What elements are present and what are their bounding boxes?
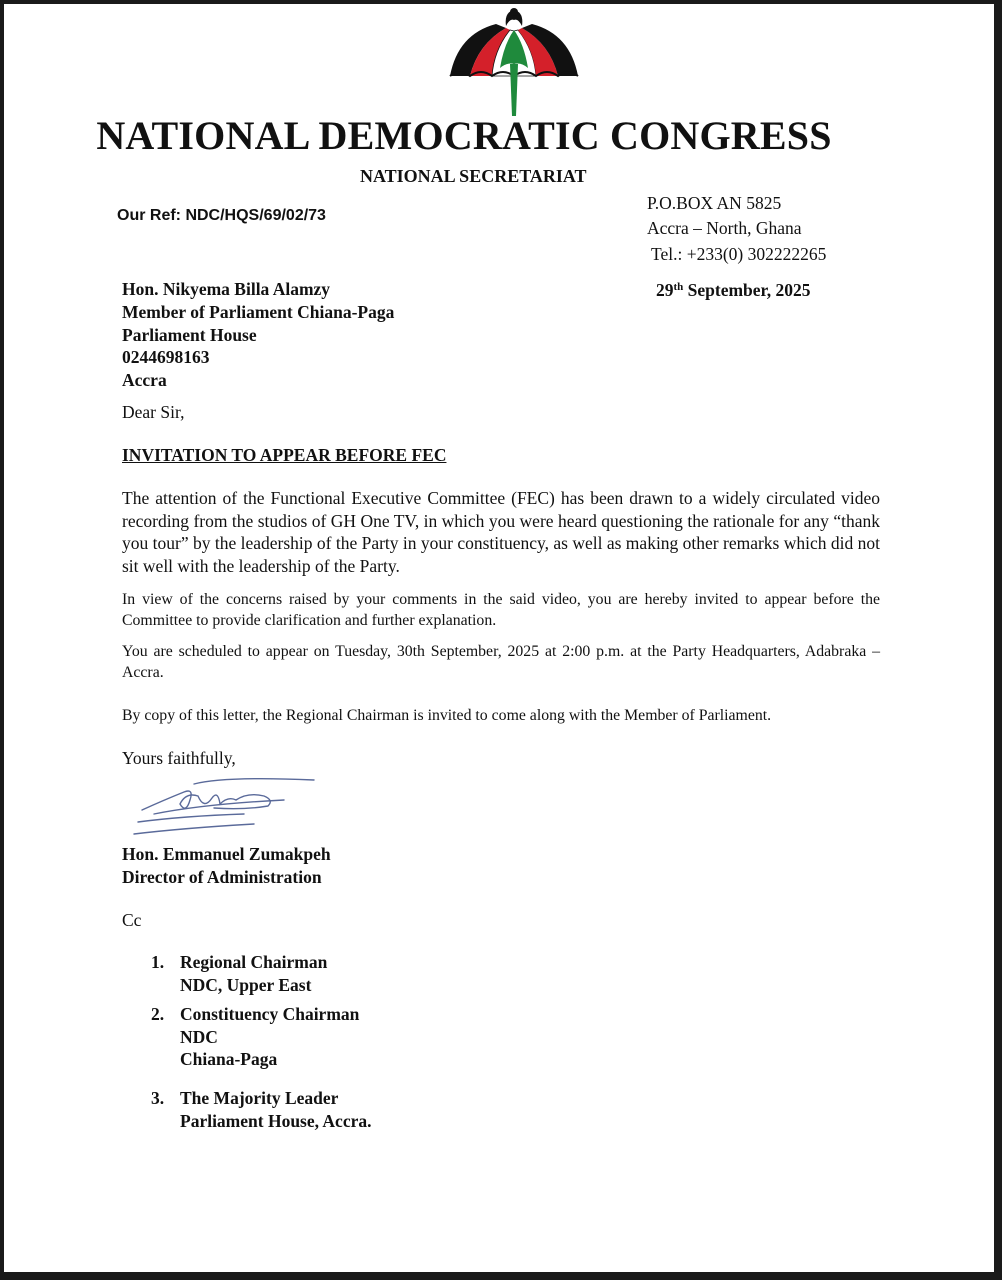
department-name: NATIONAL SECRETARIAT [360,166,587,186]
logo-handle [510,64,518,116]
letter-date: 29th September, 2025 [656,280,811,300]
recipient-line: 0244698163 [122,347,210,368]
cc-item-line: Regional Chairman [180,952,328,972]
body-paragraph-2: In view of the concerns raised by your comments in the said video, you are hereby invited to appear before the Committee to provide clarification and further explanation. [122,591,880,629]
cc-label: Cc [122,910,142,930]
cc-item-line: NDC [180,1026,218,1047]
cc-item-line: Constituency Chairman [180,1004,360,1024]
body-paragraph-3: You are scheduled to appear on Tuesday, 30th September, 2025 at 2:00 p.m. at the Party Headquarters, Adabraka – Accra. [122,643,880,681]
salutation: Dear Sir, [122,402,185,422]
ndc-umbrella-logo [444,4,584,122]
recipient-line: Member of Parliament Chiana-Paga [122,301,395,322]
handwritten-signature [124,770,324,840]
recipient-block [122,278,394,392]
body-paragraph-4: By copy of this letter, the Regional Chairman is invited to come along with the Member of Parliament. [122,707,772,724]
cc-item-line: Chiana-Paga [180,1049,278,1069]
body-paragraph-1: The attention of the Functional Executive Committee (FEC) has been drawn to a widely circulated video recording from the studios of GH One TV, in which you were heard questioning the rationale for any “thank you tour” by the leadership of the Party in your constituency, as well as making other remarks which did not sit well with the leadership of the Party. [122,488,880,576]
signer-name: Hon. Emmanuel Zumakpeh [122,844,331,864]
cc-item-number: 1. [151,952,165,972]
address-line-3: Tel.: +233(0) 302222265 [651,244,827,264]
cc-item-number: 3. [151,1088,165,1108]
cc-item-line: The Majority Leader [180,1088,339,1108]
cc-item-line: NDC, Upper East [180,974,312,995]
address-line-1: P.O.BOX AN 5825 [647,193,782,213]
letter-subject: INVITATION TO APPEAR BEFORE FEC [122,445,447,465]
signer-block [122,843,331,888]
letter-page [4,4,994,1272]
recipient-line: Parliament House [122,324,257,345]
recipient-line: Accra [122,370,167,391]
cc-item-line: Parliament House, Accra. [180,1110,372,1131]
signer-title: Director of Administration [122,866,322,887]
organization-name: NATIONAL DEMOCRATIC CONGRESS [96,113,832,158]
address-line-2: Accra – North, Ghana [647,218,802,238]
closing: Yours faithfully, [122,748,236,768]
cc-item-number: 2. [151,1004,165,1024]
recipient-line: Hon. Nikyema Billa Alamzy [122,279,331,299]
reference-number: Our Ref: NDC/HQS/69/02/73 [117,207,326,224]
